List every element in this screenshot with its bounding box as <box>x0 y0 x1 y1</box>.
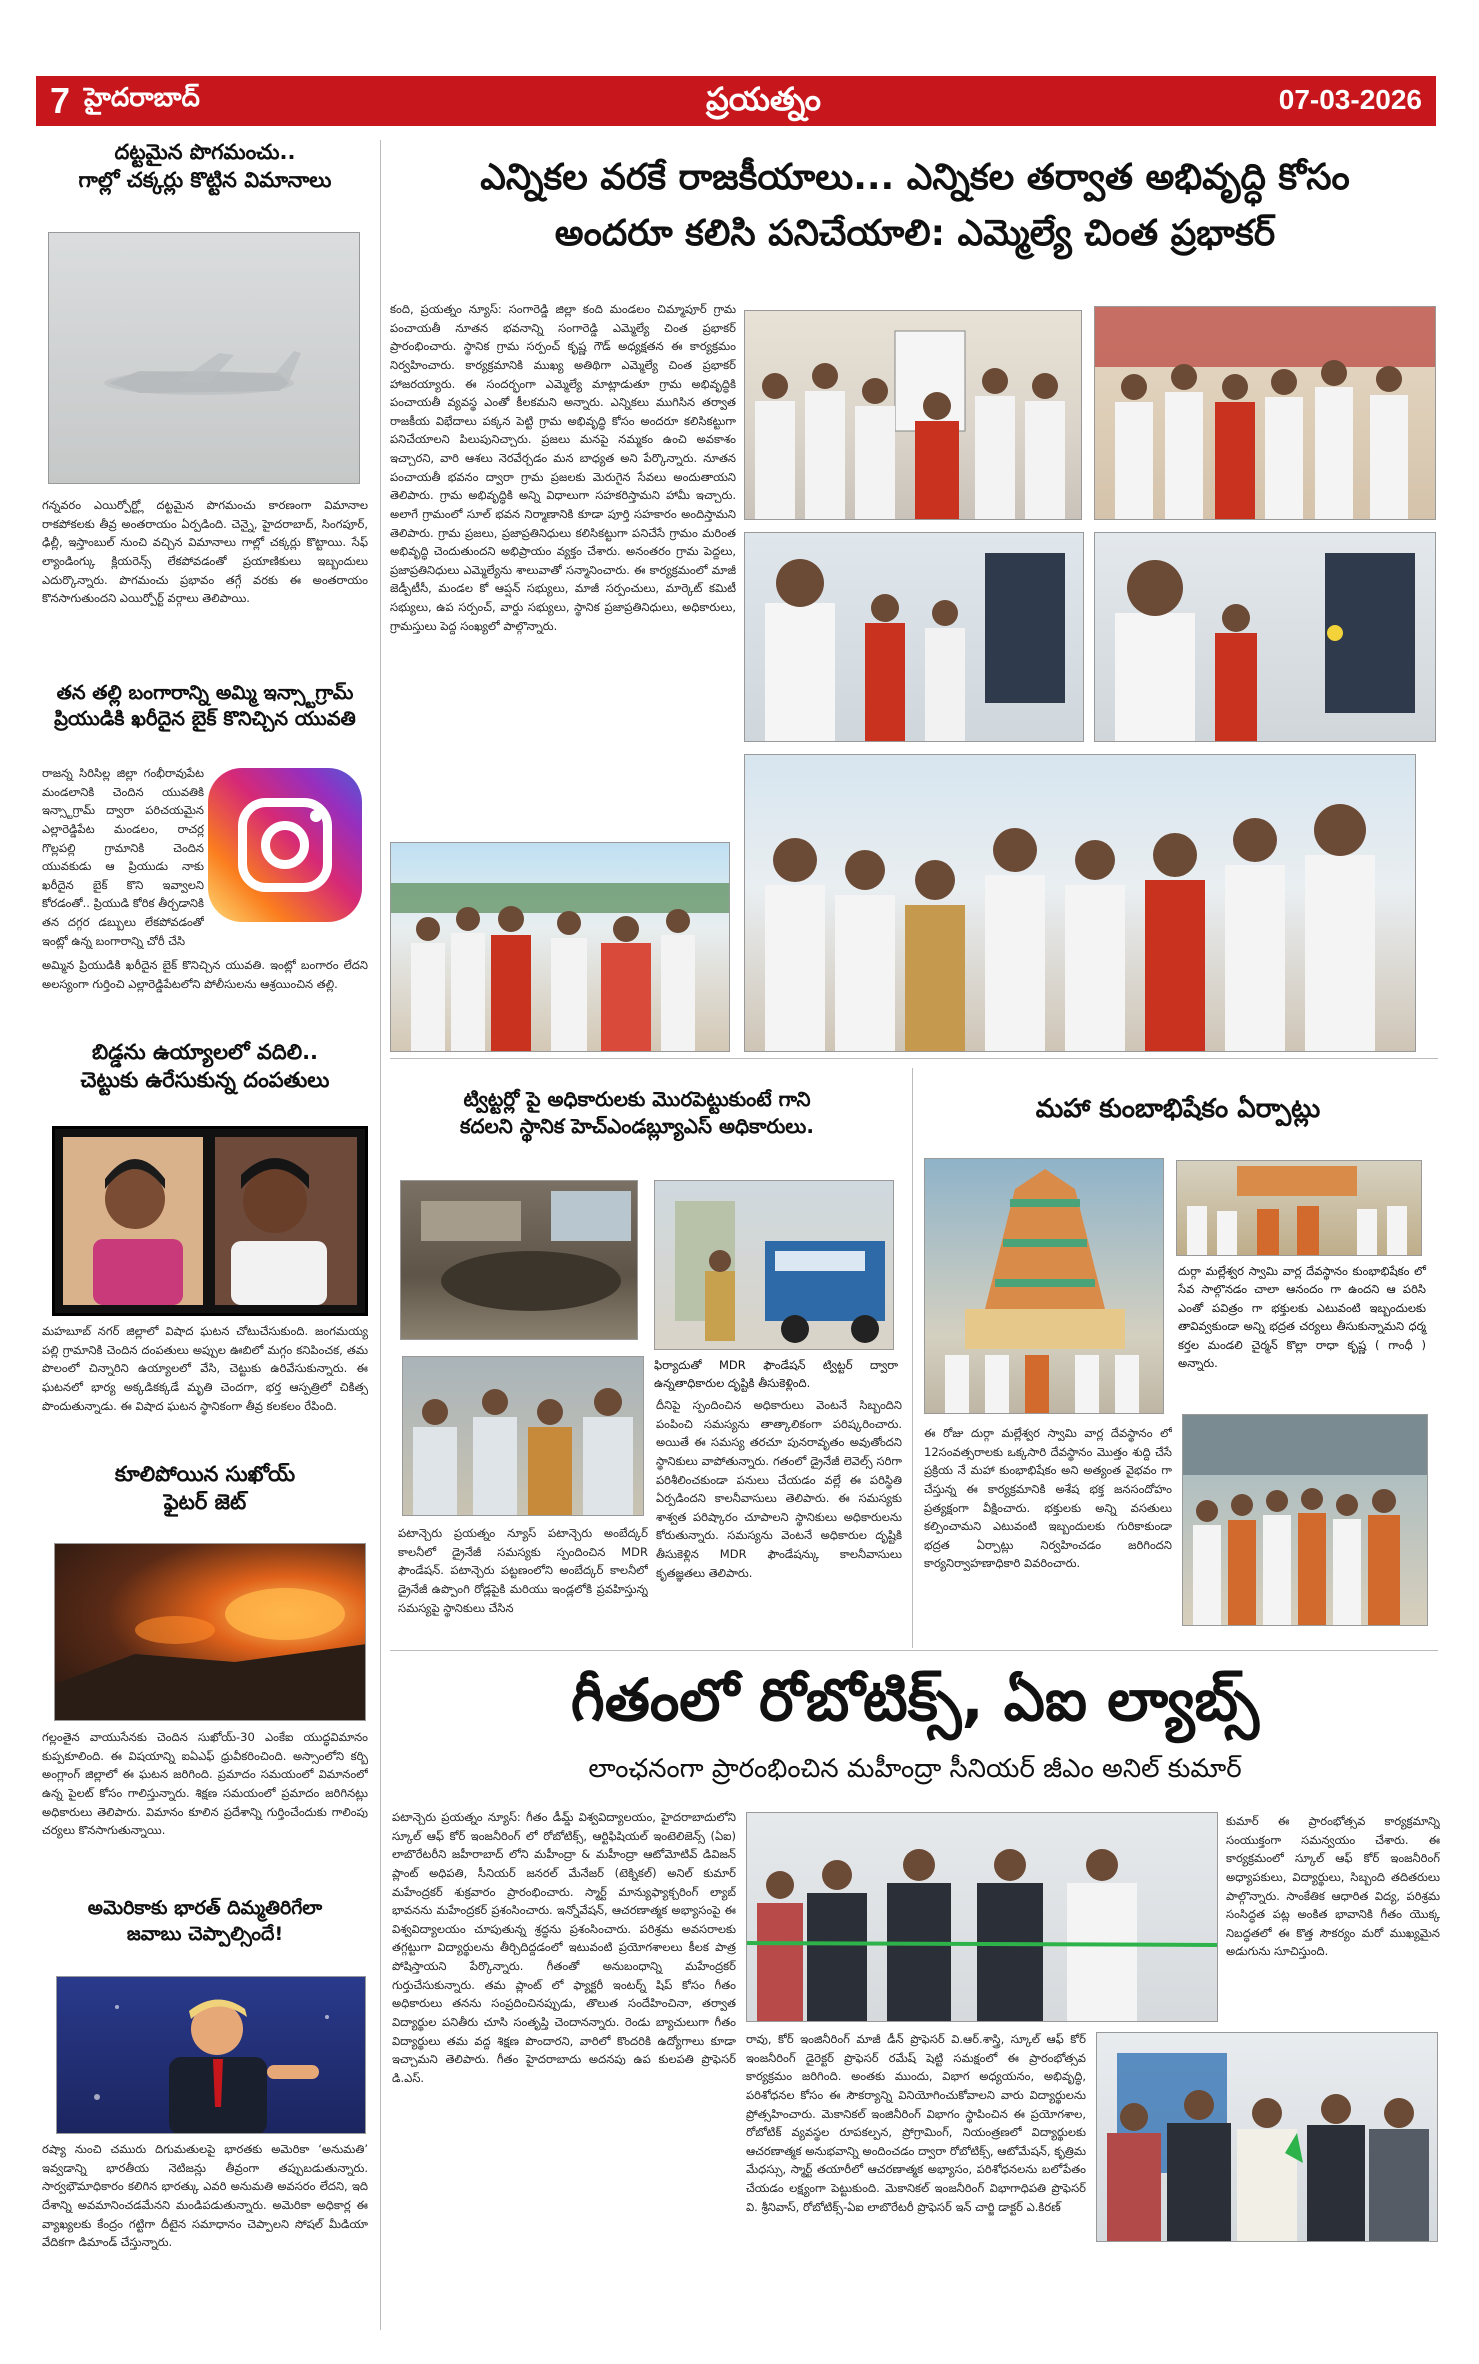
temple-crowd-photo <box>1182 1414 1428 1626</box>
jet-headline-line2: ఫైటర్ జెట్ <box>163 1490 247 1515</box>
walking-group-illustration <box>391 843 730 1052</box>
airplane-in-fog-illustration <box>49 233 360 484</box>
memento-presentation-illustration <box>1097 2033 1438 2242</box>
robotics-headline: గీతంలో రోబోటిక్స్, ఏఐ ల్యాబ్స్ <box>570 1666 1260 1734</box>
trump-headline <box>40 1896 370 1947</box>
instagram-headline-line2: ప్రియుడికి ఖరీదైన బైక్ కొనిచ్చిన యువతి <box>54 707 356 731</box>
temple-gopuram-illustration <box>925 1159 1164 1414</box>
fog-body: గన్నవరం ఎయిర్పోర్ట్లో దట్టమైన పొగమంచు కారణంగా విమానాల రాకపోకలకు తీవ్ర అంతరాయం ఏర్పడింది. చెన్నై, హైదరాబాద్, సింగపూర్, ఢిల్లీ, ఇస్తాంబుల్ నుంచి వచ్చిన విమానాలు గాల్లో చక్కర్లు కొట్టాయి. సేఫ్ ల్యాండింగ్కు క్లియరెన్స్ లేకపోవడంతో ప్రయాణికులు ఇబ్బందులు ఎదుర్కొన్నారు. పొగమంచు ప్రభావం తగ్గే వరకు ఈ అంతరాయం కొనసాగుతుందని ఎయిర్పోర్ట్ వర్గాలు తెలిపాయి. <box>42 498 368 606</box>
priests-illustration <box>1177 1161 1422 1256</box>
tweet-caption-right: ఫిర్యాదుతో MDR ఫౌండేషన్ ట్విట్టర్ ద్వారా ఉన్నతాధికారుల దృష్టికి తీసుకెళ్లింది. <box>654 1358 898 1391</box>
crash-fire-illustration <box>55 1544 366 1721</box>
fog-headline-line1: దట్టమైన పొగమంచు.. <box>114 140 296 164</box>
trump-headline-line2: జవాబు చెప్పాల్సిందే! <box>126 1922 284 1945</box>
instagram-body: అమ్మిన ప్రియుడికి ఖరీదైన బైక్ కొనిచ్చిన యువతి. ఇంట్లో బంగారం లేదని అలస్యంగా గుర్తించి ఎల్లారెడ్డిపేటలోని పోలీసులను ఆశ్రయించిన తల్లి. <box>42 958 368 991</box>
officials-illustration <box>403 1357 644 1516</box>
mla-photo-1 <box>744 310 1082 520</box>
instagram-body-side: రాజన్న సిరిసిల్ల జిల్లా గంభీరావుపేట మండలానికి చెందిన యువతికి ఇన్స్టాగ్రామ్ ద్వారా పరిచయమైన ఎల్లారెడ్డిపేట మండలం, రాచర్ల గొల్లపల్లి గ్రామానికి చెందిన యువకుడు ఆ ప్రియుడు నాకు ఖరీదైన బైక్ కొని ఇవ్వాలని కోరడంతో.. ప్రియుడి కోరిక తీర్చడానికి తన దగ్గర డబ్బులు లేకపోవడంతో ఇంట్లో ఉన్న బంగారాన్ని చోరీ చేసి <box>42 766 204 948</box>
masthead <box>36 76 1436 126</box>
column-divider <box>380 1660 381 2330</box>
crowd-greeting-illustration <box>745 755 1416 1052</box>
instagram-lens <box>261 821 309 869</box>
main-story-body: కంది, ప్రయత్నం న్యూస్: సంగారెడ్డి జిల్లా కంది మండలం చిమ్మాపూర్ గ్రామ పంచాయతీ నూతన భవనాన్ని సంగారెడ్డి ఎమ్మెల్యే చింత ప్రభాకర్ ప్రారంభించారు. స్థానిక గ్రామ సర్పంచ్ కృష్ణ గౌడ్ అధ్యక్షతన ఈ కార్యక్రమం నిర్వహించారు. కార్యక్రమానికి ముఖ్య అతిథిగా ఎమ్మెల్యే చింత ప్రభాకర్ హాజరయ్యారు. ఈ సందర్భంగా ఎమ్మెల్యే మాట్లాడుతూ గ్రామ అభివృద్ధికి పంచాయతీ వ్యవస్థ ఎంతో కీలకమని అన్నారు. ఎన్నికలు ముగిసిన తర్వాత రాజకీయ విభేదాలు పక్కన పెట్టి గ్రామ అభివృద్ధి కోసం అందరూ కలిసికట్టుగా పనిచేయాలని పిలుపునిచ్చారు. ప్రజలు మనపై నమ్మకం ఉంచి అవకాశం ఇచ్చారని, వారి ఆశలు నెరవేర్చడం మన బాధ్యత అని పేర్కొన్నారు. నూతన పంచాయతీ భవనం ద్వారా గ్రామ ప్రజలకు మెరుగైన సేవలు అందుతాయని తెలిపారు. గ్రామ అభివృద్ధికి అన్ని విధాలుగా సహకరిస్తామని హామీ ఇచ్చారు. అలాగే గ్రామంలో సూల్ భవన నిర్మాణానికి కూడా పూర్తి సహకారం అందిస్తామని తెలిపారు. గ్రామ ప్రజలు, ప్రజాప్రతినిధులు కలిసికట్టుగా పనిచేసే గ్రామం మరింత అభివృద్ధి చెందుతుందని అభిప్రాయం వ్యక్తం చేశారు. అనంతరం గ్రామ పెద్దలు, ప్రజాప్రతినిధులు ఎమ్మెల్యేను శాలువాతో సన్మానించారు. ఈ కార్యక్రమంలో మాజీ జెడ్పీటీసీ, మండల కో ఆప్షన్ సభ్యులు, మాజీ సర్పంచులు, మార్కెట్ కమిటీ సభ్యులు, ఉప సర్పంచ్, వార్డు సభ్యులు, స్థానిక ప్రజాప్రతినిధులు, అధికారులు, గ్రామస్తులు పెద్ద సంఖ్యలో పాల్గొన్నారు. <box>390 302 736 633</box>
jet-crash-photo <box>54 1543 366 1721</box>
speaker-illustration <box>57 1977 366 2134</box>
jet-headline <box>40 1460 370 1517</box>
main-headline-line1: ఎన్నికల వరకే రాజకీయాలు... ఎన్నికల తర్వాత అభివృద్ధి కోసం <box>480 157 1350 198</box>
tweet-headline <box>392 1086 882 1140</box>
mla-photo-6 <box>744 754 1416 1052</box>
inauguration-illustration <box>1095 307 1436 520</box>
kumbha-headline: మహా కుంబాభిషేకం ఏర్పాట్లు <box>1035 1094 1321 1124</box>
section-divider <box>390 1058 1438 1059</box>
plaque-closeup-illustration <box>1095 533 1436 742</box>
drainage-photo-1 <box>400 1180 638 1340</box>
drainage-photo-2 <box>654 1180 894 1350</box>
trump-body: రష్యా నుంచి చమురు దిగుమతులపై భారతకు అమెరికా ‘అనుమతి’ ఇవ్వడాన్ని భారతీయ నెటిజన్లు తీవ్రంగా తప్పుబడుతున్నారు. సార్వభౌమాధికారం కలిగిన భారత్కు ఎవరి అనుమతి అవసరం లేదని, ఇది దేశాన్ని అవమానించడమేనని మండిపడుతున్నారు. అమెరికా అధికార్ల ఈ వ్యాఖ్యలకు కేంద్రం గట్టిగా దీటైన సమాధానం చెప్పాలని సోషల్ మీడియా వేదికగా డిమాండ్ చేస్తున్నారు. <box>42 2142 368 2250</box>
tweet-body-left: పటాన్చెరు ప్రయత్నం న్యూస్ పటాన్చెరు అంబేద్కర్ కాలనీలో డ్రైనేజీ సమస్యకు స్పందించిన MDR ఫౌండేషన్. పటాన్చెరు పట్టణంలోని అంబేద్కర్ కాలనీలో డ్రైనేజీ ఉప్పొంగి రోడ్లపైకి మరియు ఇండ్లలోకి ప్రవహిస్తున్న సమస్యపై స్థానికులు చేసిన <box>398 1526 648 1615</box>
issue-date: 07-03-2026 <box>1278 84 1422 115</box>
plaque-unveiling-illustration <box>745 533 1084 742</box>
robotics-subheadline: లాంఛనంగా ప్రారంభించిన మహీంద్రా సీనియర్ జీఎం అనిల్ కుమార్ <box>588 1754 1242 1784</box>
mla-photo-4 <box>1094 532 1436 742</box>
kumbha-body: ఈ రోజు దుర్గా మల్లేశ్వర స్వామి వార్ల దేవస్థానం లో 12సంవత్సరాలకు ఒక్కసారి దేవస్థానం మొత్తం శుద్ది చేసే ప్రక్రియ నే మహా కుంభాభిషేకం అని అత్యంత వైభవం గా చేస్తున్న ఈ కార్యక్రమానికి అశేష భక్త జనసందోహం ప్రత్యక్షంగా వీక్షించారు. భక్తులకు అన్ని వసతులు కల్పించామని ఎటువంటి ఇబ్బందులకు గురికాకుండా భద్రత ఏర్పాట్లు నిర్వహించడం జరిగిందని కార్యనిర్వాహణాధికారి వివరించారు. <box>924 1426 1172 1571</box>
robotics-body-right: కుమార్ ఈ ప్రారంభోత్సవ కార్యక్రమాన్ని సంయుక్తంగా సమన్వయం చేశారు. ఈ కార్యక్రమంలో స్కూల్ ఆఫ్ కోర్ ఇంజనీరింగ్ అధ్యాపకులు, విద్యార్థులు, సిబ్బంది తదితరులు పాల్గొన్నారు. సాంకేతిక ఆధారిత విద్య, పరిశ్రమ సంసిద్ధత పట్ల అంకిత భావానికి గీతం యొక్క నిబద్ధతలో ఈ కొత్త సౌకర్యం మరో ముఖ్యమైన అడుగును సూచిస్తుంది. <box>1226 1814 1440 1959</box>
instagram-dot <box>310 810 322 822</box>
edition-city: హైదరాబాద్ <box>84 83 200 113</box>
mla-photo-3 <box>744 532 1084 742</box>
instagram-logo-icon <box>208 768 362 922</box>
cradle-headline-line1: బిడ్డను ఉయ్యాలలో వదిలి.. <box>91 1040 319 1064</box>
newspaper-brand: ప్రయత్నం <box>706 80 821 118</box>
cradle-headline <box>40 1038 370 1095</box>
cradle-body: మహబూబ్ నగర్ జిల్లాలో విషాద ఘటన చోటుచేసుకుంది. జంగమయ్య పల్లి గ్రామానికి చెందిన దంపతులు అప్పుల ఊబిలో మగ్గం కనిపించక, తమ పొలంలో చిన్నారిని ఉయ్యాలలో వేసి, చెట్టుకు ఉరివేసుకున్నారు. ఈ ఘటనలో భార్య అక్కడికక్కడే మృతి చెందగా, భర్త ఆస్పత్రిలో చికిత్స పొందుతున్నాడు. ఈ విషాద ఘటన స్థానికంగా తీవ్ర కలకలం రేపింది. <box>42 1324 368 1413</box>
truck-illustration <box>655 1181 894 1350</box>
devotees-illustration <box>1183 1415 1428 1626</box>
tweet-headline-line1: ట్విట్టర్లో పై అధికారులకు మొరపెట్టుకుంటే గాని <box>463 1087 811 1111</box>
column-divider <box>912 1068 913 1648</box>
fog-headline <box>40 138 370 195</box>
fog-headline-line2: గాల్లో చక్కర్లు కొట్టిన విమానాలు <box>78 168 332 193</box>
couple-photo-illustration <box>55 1129 365 1313</box>
kumbha-caption: దుర్గా మల్లేశ్వర స్వామి వార్ల దేవస్థానం కుంభాభిషేకం లో సేవ సాల్గొనడం చాలా ఆనందం గా ఉందని ఆ పరిసి ఎంతో పవిత్రం గా భక్తులకు ఎటువంటి ఇబ్బందులకు తావివ్వకుండా అన్ని భద్రత చర్యలు తీసుకున్నామని ధర్మ కర్తల మండలి చైర్మన్ కొల్లా రాధా కృష్ణ ( గాంధీ ) అన్నారు. <box>1178 1264 1426 1370</box>
cradle-headline-line2: చెట్టుకు ఉరేసుకున్న దంపతులు <box>80 1068 330 1093</box>
page-number: 7 <box>50 80 71 121</box>
couple-photo <box>52 1126 368 1316</box>
jet-headline-line1: కూలిపోయిన సుఖోయ్ <box>114 1462 296 1486</box>
main-headline <box>392 150 1438 262</box>
memento-photo <box>1096 2032 1438 2242</box>
trump-photo <box>56 1976 366 2134</box>
robotics-body-left: పటాన్చెరు ప్రయత్నం న్యూస్: గీతం డీమ్డ్ విశ్వవిద్యాలయం, హైదరాబాదులోని స్కూల్ ఆఫ్ కోర్ ఇంజనీరింగ్ లో రోబోటిక్స్, ఆర్టిఫిషియల్ ఇంటెలిజెన్స్ (ఏఐ) లాబొరేటరీని జహీరాబాద్ లోని మహీంద్రా & మహీంద్రా ఆటోమోటివ్ డివిజన్ ప్లాంట్ అధిపతి, సీనియర్ జనరల్ మేనేజర్ (టెక్నికల్) అనిల్ కుమార్ మహేంద్రకర్ శుక్రవారం ప్రారంభించారు. స్మార్ట్ మాన్యుఫ్యాక్చరింగ్ ల్యాబ్ భావనను మహేంద్రకర్ ప్రశంసించారు. ఇన్నోవేషన్, ఆచరణాత్మక అభ్యాసంపై ఈ విశ్వవిద్యాలయం చూపుతున్న శ్రద్ధను ప్రశంసించారు. పరిశ్రమ అవసరాలకు తగ్గట్టుగా విద్యార్థులను తీర్చిదిద్దడంలో ఇటువంటి ప్రయోగశాలలు కీలక పాత్ర పోషిస్తాయని పేర్కొన్నారు. గీతంతో అనుబంధాన్ని మహేంద్రకర్ గుర్తుచేసుకున్నారు. తమ ప్లాంట్ లో ఫ్యాక్టరీ ఇంటర్న్ షిప్ కోసం గీతం అధికారులు తనను సంప్రదించినప్పుడు, తొలుత సందేహించినా, తర్వాత విద్యార్థుల పనితీరు చూసి సంతృప్తి చెందానన్నారు. రెండు బ్యాచులుగా గీతం విద్యార్థులు తమ వద్ద శిక్షణ పొందారని, వారిలో కొందరికి ఉద్యోగాలు కూడా ఇచ్చామని తెలిపారు. గీతం హైదరాబాదు అదనపు ఉప కులపతి ప్రొఫెసర్ డి.ఎస్. <box>392 1810 736 2085</box>
trump-headline-line1: అమెరికాకు భారత్ దిమ్మతిరిగేలా <box>87 1897 323 1919</box>
tweet-body-right: దీనిపై స్పందించిన అధికారులు వెంటనే సిబ్బందిని పంపించి సమస్యను తాత్కాలికంగా పరిష్కరించారు. అయితే ఈ సమస్య తరచూ పునరావృతం అవుతోందని స్థానికులు వాపోతున్నారు. గతంలో డ్రైనేజీ లెవెల్స్ సరిగా పరిశీలించకుండా పనులు చేయడం వల్లే ఈ పరిస్థితి ఏర్పడిందని కాలనీవాసులు తెలిపారు. ఈ సమస్యకు శాశ్వత పరిష్కారం చూపాలని స్థానికులు అధికారులను కోరుతున్నారు. సమస్యను వెంటనే అధికారుల దృష్టికి తీసుకెళ్లిన MDR ఫౌండేషన్కు కాలనీవాసులు కృతజ్ఞతలు తెలిపారు. <box>656 1398 902 1580</box>
ribbon-cutting-photo <box>746 1812 1218 2022</box>
section-divider <box>390 1650 1438 1651</box>
main-headline-line2: అందరూ కలిసి పనిచేయాలి: ఎమ్మెల్యే చింత ప్రభాకర్ <box>554 212 1276 254</box>
instagram-headline-line1: తన తల్లి బంగారాన్ని అమ్మి ఇన్స్టాగ్రామ్ <box>56 681 354 704</box>
temple-ritual-photo <box>1176 1160 1422 1256</box>
mla-photo-5 <box>390 842 730 1052</box>
temple-photo <box>924 1158 1164 1414</box>
tweet-headline-line2: కదలని స్థానిక హెచ్ఎండబ్ల్యూఎస్ అధికారులు. <box>460 1114 814 1138</box>
mla-photo-2 <box>1094 306 1436 520</box>
column-divider <box>380 140 381 1660</box>
drainage-photo-3 <box>402 1356 644 1516</box>
robotics-body-mid: రావు, కోర్ ఇంజినీరింగ్ మాజీ డీన్ ప్రొఫెసర్ వి.ఆర్.శాస్త్రి, స్కూల్ ఆఫ్ కోర్ ఇంజనీరింగ్ డైరెక్టర్ ప్రొఫెసర్ రమేష్ షెట్టి సమక్షంలో ఈ ప్రారంభోత్సవ కార్యక్రమం జరిగింది. అంతకు ముందు, విభాగ అధ్యయనం, అభివృద్ధి, పరిశోధనల కోసం ఈ సౌకర్యాన్ని వినియోగించుకోవాలని వారు విద్యార్థులను ప్రోత్సహించారు. మెకానికల్ ఇంజినీరింగ్ విభాగం స్థాపించిన ఈ ప్రయోగశాల, రోబోటిక్ వ్యవస్థల రూపకల్పన, ప్రోగ్రామింగ్, నియంత్రణలో విద్యార్థులకు ఆచరణాత్మక అనుభవాన్ని అందించడం ద్వారా రోబోటిక్స్, ఆటోమేషన్, కృత్రిమ మేధస్సు, స్మార్ట్ తయారీలో ఆచరణాత్మక అభ్యాసం, పరిశోధనలను బలోపేతం చేయడం లక్ష్యంగా పెట్టుకుంది. మెకానికల్ ఇంజనీరింగ్ విభాగాధిపతి ప్రొఫెసర్ వి. శ్రీనివాస్, రోబోటిక్స్-ఏఐ లాబొరేటరీ ప్రొఫెసర్ ఇన్ చార్జి డాక్టర్ ఎ.కిరణ్ <box>746 2032 1086 2214</box>
jet-body: గల్లంతైన వాయుసేనకు చెందిన సుఖోయ్-30 ఎంకేఐ యుద్ధవిమానం కుప్పకూలింది. ఈ విషయాన్ని ఐఏఎఫ్ ధ్రువీకరించింది. అస్సాంలోని కర్బి అంగ్లాంగ్ జిల్లాలో ఈ ఘటన జరిగింది. ప్రమాదం సమయంలో విమానంలో ఉన్న పైలట్ కోసం గాలిస్తున్నారు. శిక్షణ సమయంలో ప్రమాదం జరిగినట్లు అధికారులు తెలిపారు. విమానం కూలిన ప్రదేశాన్ని గుర్తించేందుకు గాలింపు చర్యలు కొనసాగుతున్నాయి. <box>42 1730 368 1838</box>
fog-airport-photo <box>48 232 360 484</box>
ribbon-cutting-illustration <box>747 1813 1218 2022</box>
drain-illustration <box>401 1181 638 1340</box>
instagram-headline <box>40 680 370 733</box>
group-photo-illustration <box>745 311 1082 520</box>
